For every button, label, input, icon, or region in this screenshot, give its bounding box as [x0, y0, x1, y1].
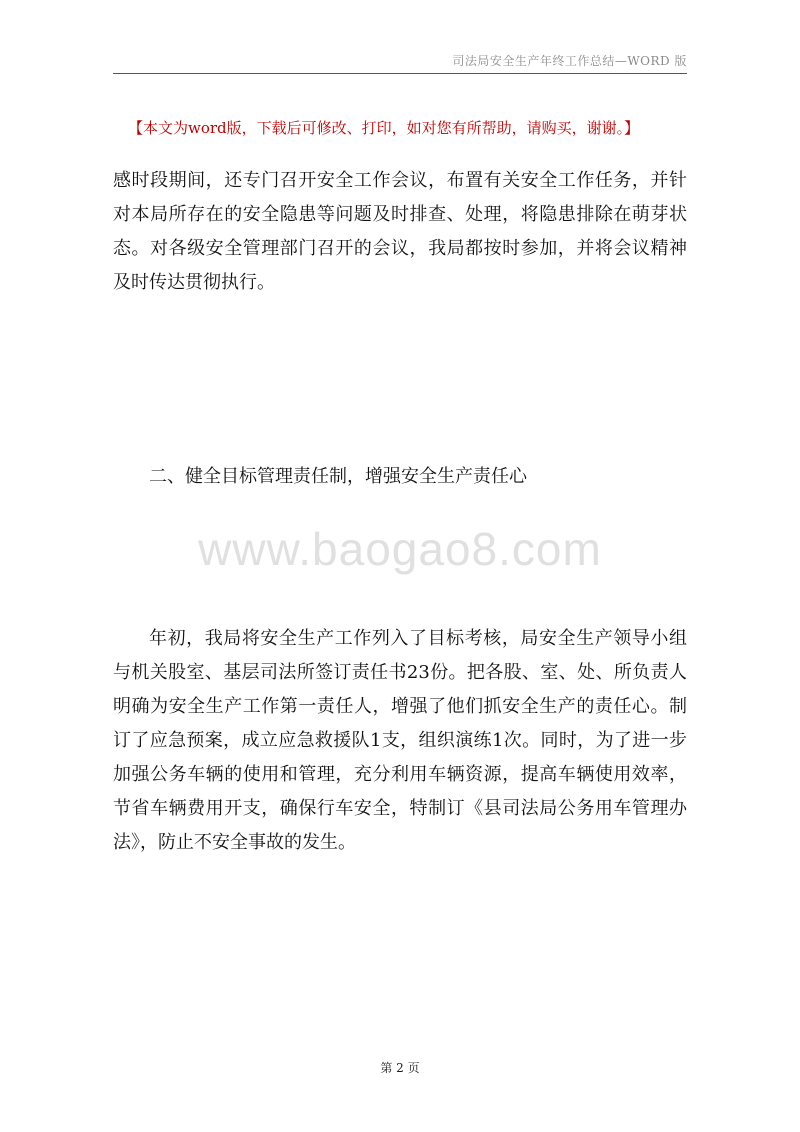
watermark-text: www.baogao8.com	[198, 523, 602, 575]
header-divider	[113, 73, 687, 74]
paragraph-main-text: 年初，我局将安全生产工作列入了目标考核，局安全生产领导小组与机关股室、基层司法所签订责任书23份。把各股、室、处、所负责人明确为安全生产工作第一责任人，增强了他们抓安全生产的责任心。制订了应急预案，成立应急救援队1支，组织演练1次。同时，为了进一步加强公务车辆的使用和管理，充分利用车辆资源，提高车辆使用效率，节省车辆费用开支，确保行车安全，特制订《县司法局公务用车管理办法》，防止不安全事故的发生。	[113, 628, 687, 853]
running-header: 司法局安全生产年终工作总结—WORD 版	[452, 54, 687, 68]
section-heading: 二、健全目标管理责任制，增强安全生产责任心	[149, 466, 527, 487]
paragraph-continued	[113, 164, 687, 300]
download-notice: 【本文为word版，下载后可修改、打印，如对您有所帮助，请购买，谢谢。】	[128, 119, 640, 137]
paragraph-main	[113, 622, 687, 860]
paragraph-continued-text: 感时段期间，还专门召开安全工作会议，布置有关安全工作任务，并针对本局所存在的安全隐患等问题及时排查、处理，将隐患排除在萌芽状态。对各级安全管理部门召开的会议，我局都按时参加，并将会议精神及时传达贯彻执行。	[113, 170, 687, 293]
page-number: 第 2 页	[380, 1061, 420, 1075]
